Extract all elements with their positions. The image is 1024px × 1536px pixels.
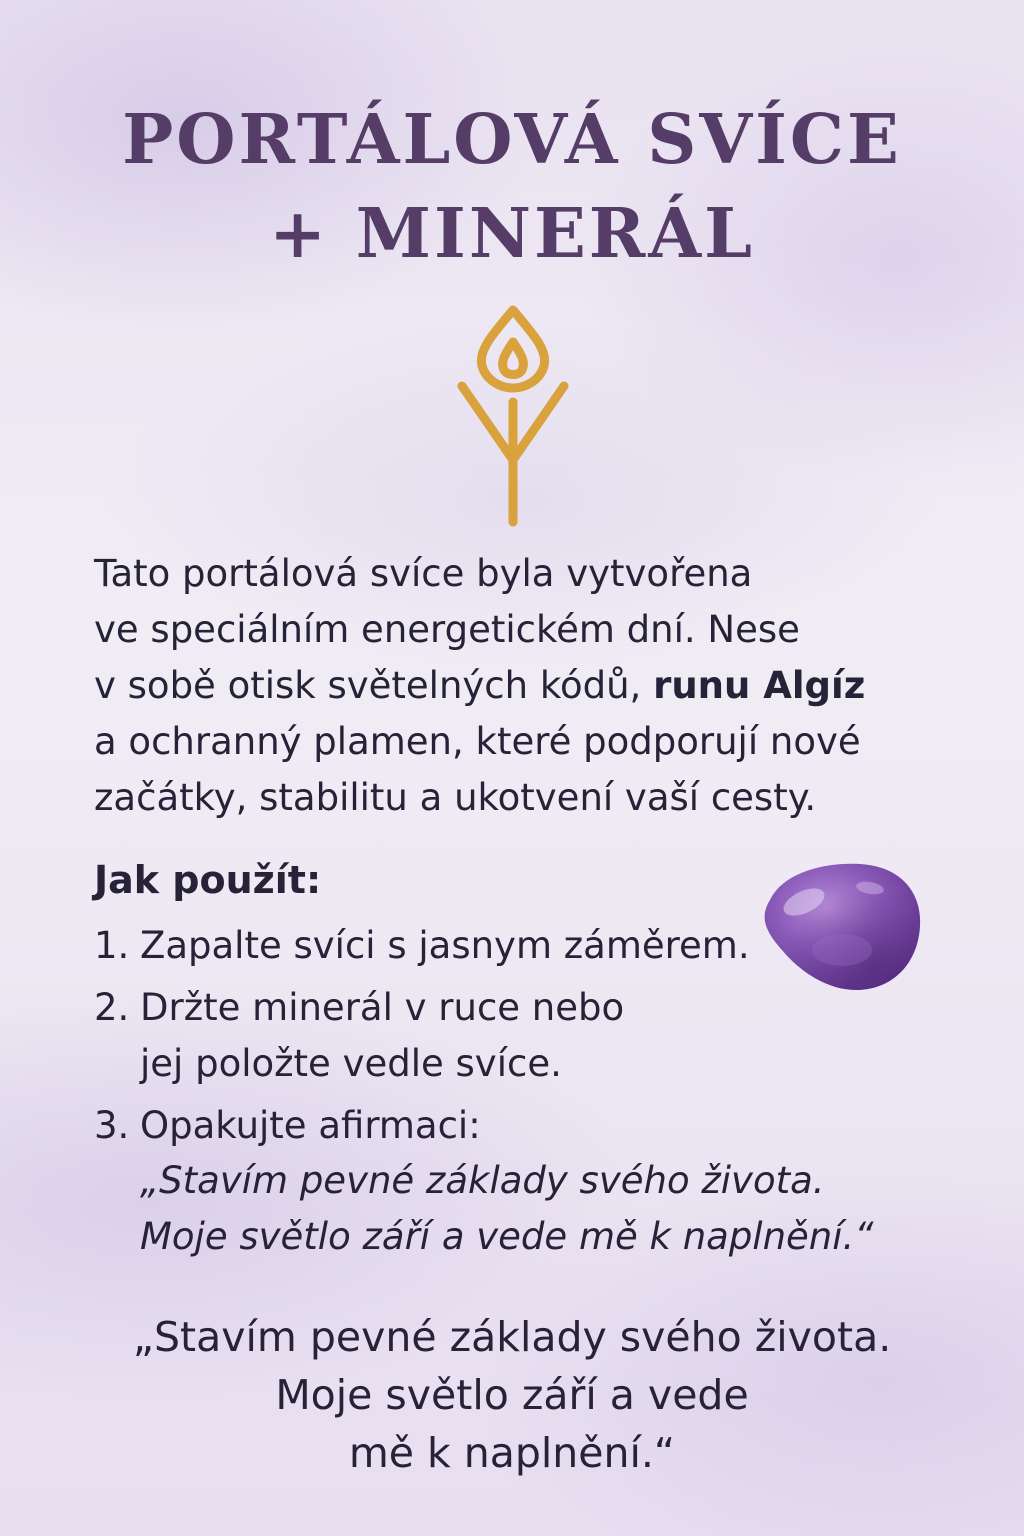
intro-line-4: a ochranný plamen, které podporují nové [94, 720, 861, 763]
step-3-number: 3. [94, 1104, 130, 1147]
step-2 [94, 980, 624, 1036]
intro-paragraph [94, 546, 974, 826]
page-title-line-1: PORTÁLOVÁ SVÍCE [122, 100, 902, 180]
intro-line-3 [94, 658, 974, 714]
amethyst-stone-icon [752, 860, 927, 995]
step-3-affirmation-line-2: Moje světlo září a vede mě k naplnění.“ [140, 1215, 874, 1258]
step-2-number: 2. [94, 986, 130, 1029]
step-2-continuation: jej položte vedle svíce. [140, 1042, 562, 1085]
intro-line-3-text: v sobě otisk světelných kódů, [94, 664, 654, 707]
closing-quote-line-1: „Stavím pevné základy svého života. [132, 1313, 892, 1361]
page-title-line-2: + MINERÁL [269, 194, 755, 274]
candle-flame-algiz-rune-icon [448, 300, 578, 530]
intro-line-5: začátky, stabilitu a ukotvení vaší cesty. [94, 776, 817, 819]
intro-line-1: Tato portálová svíce byla vytvořena [94, 552, 753, 595]
intro-line-2: ve speciálním energetickém dní. Nese [94, 608, 800, 651]
step-3 [94, 1098, 481, 1154]
step-3-text: Opakujte afirmaci: [140, 1104, 481, 1147]
step-1-number: 1. [94, 924, 130, 967]
step-2-text: Držte minerál v ruce nebo [140, 986, 625, 1029]
intro-rune-highlight: runu Algíz [653, 664, 866, 707]
step-1-text: Zapalte svíci s jasnym záměrem. [140, 924, 750, 967]
step-3-affirmation-line-1: „Stavím pevné základy svého života. [140, 1159, 825, 1202]
closing-quote-line-2: Moje světlo září a vede [275, 1371, 749, 1419]
closing-quote-line-3: mě k naplnění.“ [348, 1429, 676, 1477]
step-1 [94, 918, 750, 974]
howto-heading: Jak použít: [94, 858, 322, 902]
